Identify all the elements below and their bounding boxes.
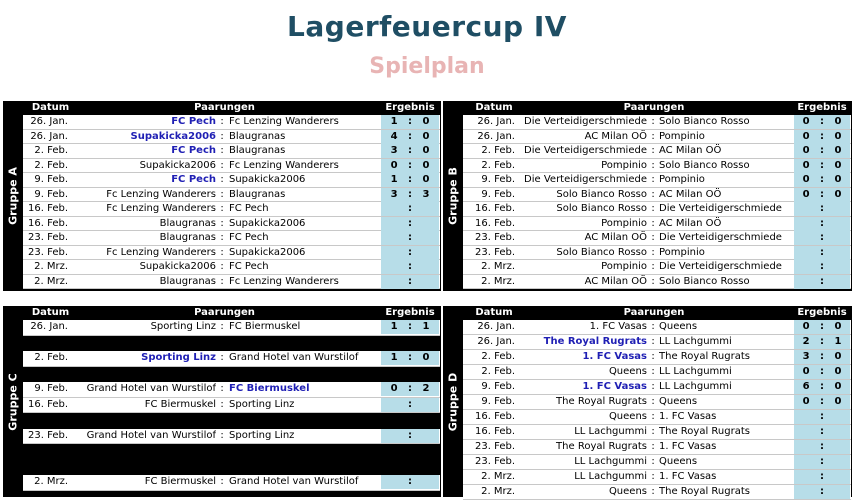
match-row [463,130,851,145]
home-team: LL Lachgummi [574,471,647,482]
away-team: FC Pech [229,203,269,214]
match-date: 23. Feb. [475,232,515,243]
away-team: FC Biermuskel [229,321,301,332]
match-date: 2. Mrz. [481,261,515,272]
result-cell: : [794,470,850,484]
match-date: 2. Feb. [34,145,68,156]
home-team: Sporting Linz [141,352,216,363]
match-date: 2. Feb. [481,159,515,171]
result-cell: 3 : 0 [381,144,439,158]
match-row [463,410,851,425]
blank-row [23,336,440,352]
home-team: Supakicka2006 [139,261,216,272]
away-team: Blaugranas [229,188,286,200]
match-date: 2. Mrz. [481,471,515,482]
away-team: Die Verteidigerschmiede [659,261,782,272]
result-cell: : [794,260,850,274]
home-team: AC Milan OÖ [584,130,647,142]
away-team: Supakicka2006 [229,246,306,258]
group-b-table [443,101,852,291]
home-team: Blaugranas [159,232,216,243]
away-team: FC Pech [229,232,269,243]
match-date: 16. Feb. [475,203,515,214]
home-team: Pompinio [601,261,647,272]
match-date: 9. Feb. [34,383,68,394]
group-d-table [443,306,852,497]
match-row [463,320,851,335]
away-team: The Royal Rugrats [659,486,750,497]
match-row [23,275,440,290]
match-date: 2. Mrz. [481,486,515,497]
match-date: 23. Feb. [28,246,68,258]
home-team: Queens [608,486,647,497]
pair-separator: : [220,217,224,229]
match-list [23,115,440,289]
match-list [463,115,851,289]
pair-separator: : [651,217,655,229]
home-team: FC Biermuskel [144,476,216,487]
header-pairings: Paarungen [623,102,685,113]
away-team: AC Milan OÖ [659,217,722,229]
match-row [23,144,440,159]
away-team: FC Biermuskel [229,383,310,394]
result-cell: : [381,275,439,289]
match-date: 23. Feb. [28,429,68,441]
away-team: Solo Bianco Rosso [659,275,750,287]
home-team: AC Milan OÖ [584,275,647,287]
match-date: 9. Feb. [481,381,515,392]
match-row [23,173,440,188]
pair-separator: : [651,381,655,392]
pair-separator: : [220,145,224,156]
match-row [23,115,440,130]
home-team: Supakicka2006 [130,130,216,142]
header-pairings: Paarungen [623,307,685,318]
pair-separator: : [651,130,655,142]
pair-separator: : [220,203,224,214]
match-row [463,188,851,203]
match-row [463,455,851,470]
home-team: Queens [608,366,647,377]
pair-separator: : [651,159,655,171]
result-cell: 1 : 1 [381,320,439,334]
match-date: 26. Jan. [477,336,515,347]
home-team: Die Verteidigerschmiede [524,174,647,185]
away-team: Die Verteidigerschmiede [659,203,782,214]
group-a-table [3,101,441,291]
match-row [23,202,440,217]
away-team: Grand Hotel van Wurstilof [229,476,359,487]
header-date: Datum [31,102,70,113]
header-result: Ergebnis [385,102,435,113]
match-date: 23. Feb. [475,441,515,452]
match-date: 26. Jan. [30,321,68,332]
away-team: Pompinio [659,246,705,258]
result-cell: 4 : 0 [381,130,439,144]
result-cell: 3 : 0 [794,350,850,364]
pair-separator: : [220,174,224,185]
result-cell: 1 : 0 [381,115,439,129]
pair-separator: : [220,429,224,441]
match-row [463,425,851,440]
result-cell: : [381,246,439,260]
match-date: 2. Mrz. [481,275,515,287]
pair-separator: : [651,203,655,214]
pair-separator: : [651,486,655,497]
away-team: Blaugranas [229,130,286,142]
group-label [3,306,23,497]
away-team: Queens [659,321,698,332]
home-team: 1. FC Vasas [582,381,647,392]
match-row [463,395,851,410]
blank-row [23,413,440,429]
result-cell: 0 : 0 [794,115,850,129]
pair-separator: : [651,351,655,362]
group-label [443,306,463,497]
group-label [3,101,23,291]
pair-separator: : [651,174,655,185]
result-cell: : [381,475,439,489]
pair-separator: : [651,321,655,332]
pair-separator: : [651,145,655,156]
header-result: Ergebnis [797,307,847,318]
home-team: Fc Lenzing Wanderers [106,203,216,214]
home-team: FC Biermuskel [144,398,216,410]
away-team: The Royal Rugrats [659,426,750,437]
home-team: Queens [608,411,647,422]
result-cell: 0 : 0 [794,159,850,173]
away-team: Fc Lenzing Wanderers [229,159,339,171]
match-date: 26. Jan. [477,321,515,332]
result-cell: : [794,425,850,439]
header-date: Datum [475,307,513,318]
header-pairings: Paarungen [194,102,255,113]
home-team: Pompinio [601,159,647,171]
result-cell: 0 : 0 [794,395,850,409]
match-list [23,320,440,491]
match-date: 2. Feb. [34,352,68,363]
home-team: 1. FC Vasas [582,351,647,362]
away-team: Solo Bianco Rosso [659,116,750,127]
away-team: FC Pech [229,261,269,272]
home-team: Sporting Linz [150,321,216,332]
home-team: The Royal Rugrats [556,396,647,407]
match-row [23,260,440,275]
match-row [463,350,851,365]
table-header [3,101,441,115]
table-header [443,306,852,320]
result-cell: 0 : 0 [794,188,850,202]
away-team: Sporting Linz [229,429,295,441]
pair-separator: : [651,411,655,422]
result-cell: 0 : 0 [794,365,850,379]
pair-separator: : [220,130,224,142]
match-row [463,485,851,500]
away-team: AC Milan OÖ [659,188,722,200]
page-subtitle: Spielplan [369,54,485,79]
match-date: 2. Feb. [481,366,515,377]
pair-separator: : [651,232,655,243]
home-team: Supakicka2006 [139,159,216,171]
group-label-text: Gruppe A [6,167,20,225]
match-date: 2. Mrz. [34,476,68,487]
home-team: Die Verteidigerschmiede [524,145,647,156]
page-title: Lagerfeuercup IV [287,10,567,43]
blank-row [23,460,440,476]
match-row [23,188,440,203]
pair-separator: : [220,476,224,487]
match-date: 23. Feb. [475,246,515,258]
match-row [463,217,851,232]
match-date: 9. Feb. [481,188,515,200]
away-team: Blaugranas [229,145,286,156]
match-date: 16. Feb. [475,217,515,229]
match-row [463,260,851,275]
result-cell: : [794,217,850,231]
match-row [463,246,851,261]
away-team: Die Verteidigerschmiede [659,232,782,243]
pair-separator: : [651,456,655,467]
pair-separator: : [651,336,655,347]
match-date: 23. Feb. [28,232,68,243]
pair-separator: : [651,116,655,127]
result-cell: : [794,275,850,289]
match-row [463,173,851,188]
home-team: Blaugranas [159,275,216,287]
away-team: Solo Bianco Rosso [659,159,750,171]
pair-separator: : [651,275,655,287]
home-team: Solo Bianco Rosso [556,188,647,200]
away-team: Pompinio [659,174,705,185]
match-row [23,351,440,367]
away-team: Supakicka2006 [229,217,306,229]
home-team: Solo Bianco Rosso [556,246,647,258]
match-row [463,365,851,380]
pair-separator: : [651,441,655,452]
match-date: 16. Feb. [475,426,515,437]
pair-separator: : [220,321,224,332]
match-date: 2. Feb. [481,351,515,362]
home-team: Blaugranas [159,217,216,229]
pair-separator: : [651,471,655,482]
header-result: Ergebnis [385,307,435,318]
home-team: Fc Lenzing Wanderers [106,246,216,258]
table-header [3,306,441,320]
away-team: 1. FC Vasas [659,411,717,422]
match-date: 26. Jan. [477,130,515,142]
match-date: 23. Feb. [475,456,515,467]
away-team: 1. FC Vasas [659,471,717,482]
result-cell: 3 : 3 [381,188,439,202]
pair-separator: : [220,383,224,394]
result-cell: : [794,410,850,424]
match-row [463,231,851,246]
home-team: The Royal Rugrats [556,441,647,452]
pair-separator: : [220,159,224,171]
pair-separator: : [220,261,224,272]
match-row [463,202,851,217]
home-team: Fc Lenzing Wanderers [106,188,216,200]
home-team: FC Pech [171,145,216,156]
away-team: Sporting Linz [229,398,295,410]
away-team: Grand Hotel van Wurstilof [229,352,359,363]
result-cell: : [794,440,850,454]
result-cell: : [381,202,439,216]
home-team: AC Milan OÖ [584,232,647,243]
pair-separator: : [651,396,655,407]
pair-separator: : [220,116,224,127]
away-team: 1. FC Vasas [659,441,717,452]
match-row [463,275,851,290]
match-date: 16. Feb. [28,203,68,214]
result-cell: : [794,455,850,469]
away-team: LL Lachgummi [659,381,732,392]
away-team: LL Lachgummi [659,366,732,377]
match-date: 9. Feb. [481,174,515,185]
match-row [463,470,851,485]
home-team: Solo Bianco Rosso [556,203,647,214]
match-date: 9. Feb. [34,188,68,200]
home-team: Pompinio [601,217,647,229]
match-date: 26. Jan. [30,130,68,142]
pair-separator: : [651,188,655,200]
match-date: 16. Feb. [28,217,68,229]
match-date: 2. Mrz. [34,275,68,287]
away-team: Pompinio [659,130,705,142]
result-cell: 0 : 0 [794,173,850,187]
match-row [23,475,440,491]
match-row [463,440,851,455]
header-date: Datum [475,102,513,113]
result-cell: : [381,429,439,443]
result-cell: : [794,485,850,499]
away-team: Queens [659,456,698,467]
result-cell: 0 : 0 [794,130,850,144]
away-team: Fc Lenzing Wanderers [229,116,339,127]
match-row [463,380,851,395]
pair-separator: : [220,352,224,363]
pair-separator: : [220,246,224,258]
away-team: The Royal Rugrats [659,351,750,362]
result-cell: 1 : 0 [381,351,439,365]
pair-separator: : [220,275,224,287]
match-date: 26. Jan. [477,116,515,127]
match-row [463,144,851,159]
result-cell: : [381,231,439,245]
result-cell: : [794,202,850,216]
pair-separator: : [220,232,224,243]
match-date: 2. Mrz. [34,261,68,272]
home-team: FC Pech [171,174,216,185]
match-date: 16. Feb. [475,411,515,422]
table-header [443,101,852,115]
result-cell: 6 : 0 [794,380,850,394]
match-row [23,130,440,145]
home-team: 1. FC Vasas [589,321,647,332]
group-c-table [3,306,441,497]
match-row [463,335,851,350]
match-date: 26. Jan. [30,116,68,127]
home-team: Grand Hotel van Wurstilof [86,383,216,394]
result-cell: : [794,231,850,245]
blank-row [23,367,440,383]
group-label-text: Gruppe D [446,372,460,431]
result-cell: : [381,217,439,231]
away-team: Supakicka2006 [229,174,306,185]
match-date: 2. Feb. [481,145,515,156]
away-team: Fc Lenzing Wanderers [229,275,339,287]
match-date: 9. Feb. [34,174,68,185]
match-row [23,159,440,174]
group-label [443,101,463,291]
home-team: FC Pech [171,116,216,127]
header-date: Datum [31,307,70,318]
home-team: LL Lachgummi [574,426,647,437]
pair-separator: : [220,398,224,410]
pair-separator: : [651,426,655,437]
match-date: 2. Feb. [34,159,68,171]
pair-separator: : [651,366,655,377]
group-label-text: Gruppe C [6,372,20,431]
blank-row [23,444,440,460]
match-row [23,398,440,414]
home-team: Grand Hotel van Wurstilof [86,429,216,441]
home-team: LL Lachgummi [574,456,647,467]
result-cell: : [381,260,439,274]
result-cell: 0 : 0 [794,144,850,158]
result-cell: : [794,246,850,260]
match-date: 16. Feb. [28,398,68,410]
match-row [23,320,440,336]
pair-separator: : [220,188,224,200]
pair-separator: : [651,246,655,258]
home-team: The Royal Rugrats [543,336,647,347]
header-pairings: Paarungen [194,307,255,318]
result-cell: : [381,398,439,412]
match-row [23,231,440,246]
home-team: Die Verteidigerschmiede [524,116,647,127]
match-row [23,429,440,445]
pair-separator: : [651,261,655,272]
result-cell: 1 : 0 [381,173,439,187]
away-team: AC Milan OÖ [659,145,722,156]
match-list [463,320,851,500]
group-label-text: Gruppe B [446,167,460,225]
away-team: LL Lachgummi [659,336,732,347]
result-cell: 0 : 0 [381,159,439,173]
match-row [463,115,851,130]
match-row [23,382,440,398]
result-cell: 0 : 0 [794,320,850,334]
match-row [23,217,440,232]
result-cell: 0 : 2 [381,382,439,396]
away-team: Queens [659,396,698,407]
match-date: 9. Feb. [481,396,515,407]
header-result: Ergebnis [797,102,847,113]
match-row [23,246,440,261]
result-cell: 2 : 1 [794,335,850,349]
match-row [463,159,851,174]
